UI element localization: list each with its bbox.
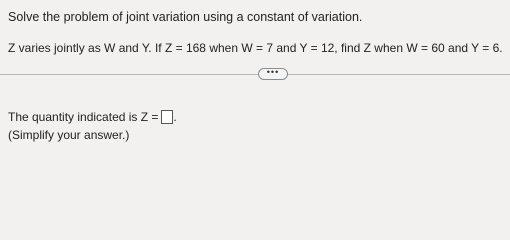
- simplify-hint: (Simplify your answer.): [8, 128, 130, 142]
- answer-prefix: The quantity indicated is Z =: [8, 110, 159, 124]
- instruction-text: Solve the problem of joint variation using a constant of variation.: [8, 10, 363, 24]
- section-divider: [0, 74, 510, 75]
- answer-row: [8, 110, 177, 124]
- answer-input-box[interactable]: [161, 110, 173, 124]
- expand-more-button[interactable]: [258, 68, 288, 80]
- ellipsis-icon: •••: [266, 66, 280, 77]
- question-text: Z varies jointly as W and Y. If Z = 168 when W = 7 and Y = 12, find Z when W = 60 and Y = 6.: [8, 41, 503, 55]
- answer-suffix: .: [173, 110, 177, 124]
